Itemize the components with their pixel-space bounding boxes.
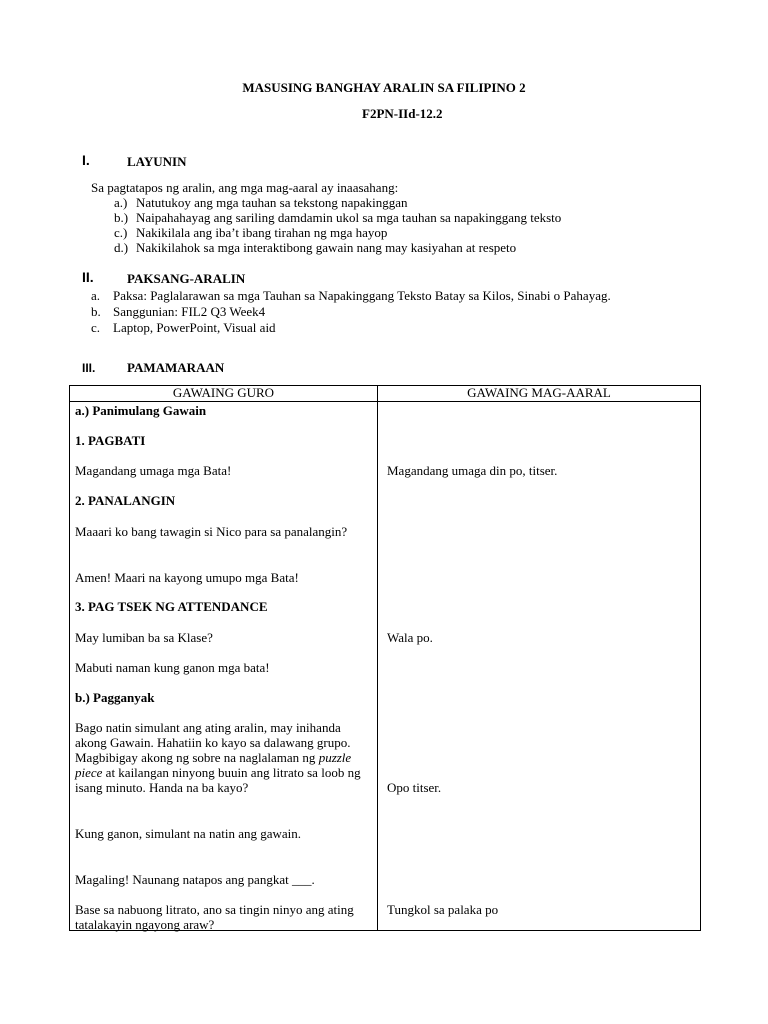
student-response: Wala po. [387, 630, 433, 645]
student-activities-cell [378, 402, 701, 931]
objective-item: a.) Natutukoy ang mga tauhan sa tekstong napakinggan [114, 195, 408, 210]
teacher-instructions: Bago natin simulant ang ating aralin, may inihanda akong Gawain. Hahatiin ko kayo sa dalawang grupo. Magbibigay akong ng sobre na naglalaman ng puzzle piece at kailangan ninyong buuin ang litrato sa loob ng isang minuto. Handa na ba kayo? [75, 720, 361, 795]
objective-item: b.) Naipahahayag ang sariling damdamin ukol sa mga tauhan sa napakinggang teksto [114, 210, 562, 225]
section-2-heading: PAKSANG-ARALIN [127, 271, 246, 286]
teacher-line: Mabuti naman kung ganon mga bata! [75, 660, 270, 675]
table-header-row [70, 386, 701, 402]
section-1-numeral: I. [82, 152, 90, 168]
section-2-numeral: II. [82, 269, 94, 285]
document-title: MASUSING BANGHAY ARALIN SA FILIPINO 2 [242, 80, 526, 95]
header-gawaing-mag-aaral: GAWAING MAG-AARAL [378, 386, 701, 402]
topic-item: a. Paksa: Paglalarawan sa mga Tauhan sa Napakinggang Teksto Batay sa Kilos, Sinabi o Pahayag. [91, 288, 611, 303]
step-pagbati: 1. PAGBATI [75, 433, 146, 448]
header-gawaing-guro: GAWAING GURO [70, 386, 378, 402]
student-response: Opo titser. [387, 780, 442, 795]
objective-item: d.) Nakikilahok sa mga interaktibong gawain nang may kasiyahan at respeto [114, 240, 517, 255]
topic-item: c. Laptop, PowerPoint, Visual aid [91, 320, 276, 335]
section-3-heading: PAMAMARAAN [127, 360, 225, 375]
teacher-line: May lumiban ba sa Klase? [75, 630, 213, 645]
step-panalangin: 2. PANALANGIN [75, 493, 176, 508]
subheading-pagganyak: b.) Pagganyak [75, 690, 155, 705]
objective-item: c.) Nakikilala ang iba’t ibang tirahan ng mga hayop [114, 225, 388, 240]
competency-code: F2PN-IId-12.2 [362, 106, 443, 121]
teacher-line: Maaari ko bang tawagin si Nico para sa panalangin? [75, 524, 348, 539]
teacher-line: Base sa nabuong litrato, ano sa tingin ninyo ang ating tatalakayin ngayong araw? [75, 902, 354, 932]
teacher-line: Magaling! Naunang natapos ang pangkat ___. [75, 872, 315, 887]
student-response: Magandang umaga din po, titser. [387, 463, 558, 478]
teacher-line: Amen! Maari na kayong umupo mga Bata! [75, 570, 299, 585]
section-3-numeral: III. [82, 361, 96, 375]
procedure-table [69, 385, 701, 931]
teacher-line: Kung ganon, simulant na natin ang gawain. [75, 826, 302, 841]
teacher-activities-cell [70, 402, 378, 931]
step-attendance: 3. PAG TSEK NG ATTENDANCE [75, 599, 268, 614]
section-1-heading: LAYUNIN [127, 154, 187, 169]
topic-item: b. Sanggunian: FIL2 Q3 Week4 [91, 304, 266, 319]
subheading-panimulang-gawain: a.) Panimulang Gawain [75, 403, 207, 418]
student-response: Tungkol sa palaka po [387, 902, 499, 917]
table-row [70, 402, 701, 931]
teacher-line: Magandang umaga mga Bata! [75, 463, 232, 478]
objectives-intro: Sa pagtatapos ng aralin, ang mga mag-aaral ay inaasahang: [91, 180, 399, 195]
